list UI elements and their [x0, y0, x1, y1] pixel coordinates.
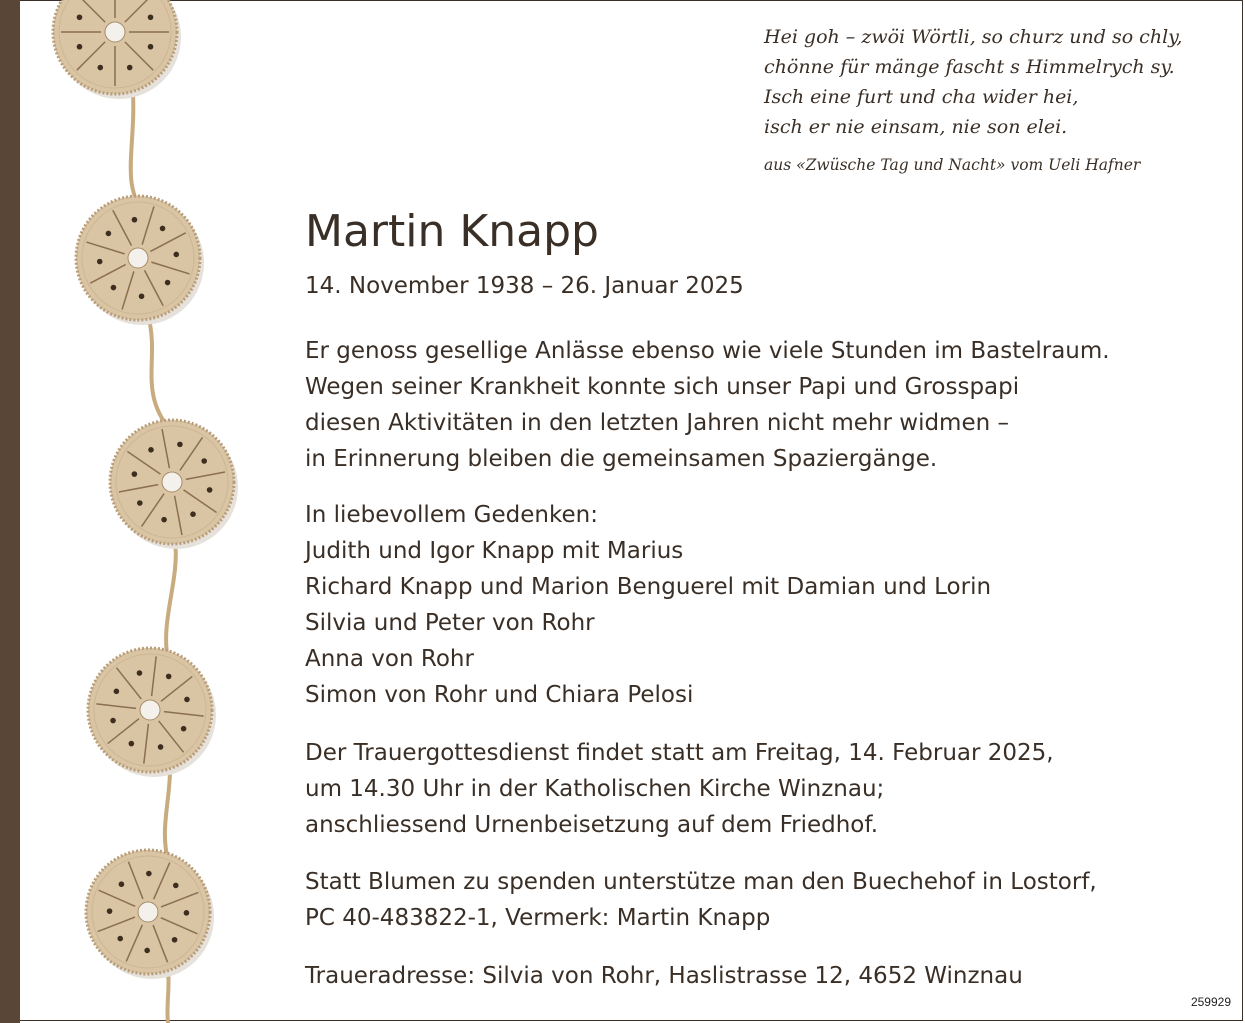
wooden-disc [76, 196, 204, 325]
service-info [305, 735, 1054, 843]
tribute-line: Er genoss gesellige Anlässe ebenso wie viele Stunden im Bastelraum. [305, 338, 1110, 364]
wooden-disc [110, 420, 238, 549]
sidebar-stripe [0, 0, 20, 1023]
service-line: Der Trauergottesdienst findet statt am Freitag, 14. Februar 2025, [305, 740, 1054, 766]
tribute-text [305, 333, 1110, 477]
mourner-name: Anna von Rohr [305, 646, 474, 672]
ad-number: 259929 [1190, 995, 1231, 1009]
mourners-list [305, 497, 991, 713]
wooden-disc [88, 648, 216, 777]
address-line: Traueradresse: Silvia von Rohr, Haslistrasse 12, 4652 Winznau [305, 963, 1023, 989]
poem-line: Hei goh – zwöi Wörtli, so churz und so chly, [764, 26, 1183, 48]
mourners-heading: In liebevollem Gedenken: [305, 502, 598, 528]
donation-info [305, 864, 1097, 936]
mourner-name: Richard Knapp und Marion Benguerel mit Damian und Lorin [305, 574, 992, 600]
wooden-disc [53, 0, 181, 99]
mourning-address [305, 958, 1023, 994]
wooden-discs-garland [20, 0, 260, 1023]
poem-line: isch er nie einsam, nie son elei. [764, 116, 1068, 138]
wooden-disc [86, 850, 214, 979]
poem-line: Isch eine furt und cha wider hei, [764, 86, 1079, 108]
life-dates: 14. November 1938 – 26. Januar 2025 [305, 273, 744, 299]
mourner-name: Simon von Rohr und Chiara Pelosi [305, 682, 694, 708]
tribute-line: in Erinnerung bleiben die gemeinsamen Spaziergänge. [305, 446, 938, 472]
tribute-line: Wegen seiner Krankheit konnte sich unser Papi und Grosspapi [305, 374, 1020, 400]
mourner-name: Judith und Igor Knapp mit Marius [305, 538, 684, 564]
poem [764, 22, 1224, 180]
donation-line: Statt Blumen zu spenden unterstütze man den Buechehof in Lostorf, [305, 869, 1097, 895]
service-line: anschliessend Urnenbeisetzung auf dem Friedhof. [305, 812, 879, 838]
tribute-line: diesen Aktivitäten in den letzten Jahren nicht mehr widmen – [305, 410, 1010, 436]
service-line: um 14.30 Uhr in der Katholischen Kirche Winznau; [305, 776, 885, 802]
poem-source: aus «Zwüsche Tag und Nacht» vom Ueli Hafner [764, 156, 1141, 174]
mourner-name: Silvia und Peter von Rohr [305, 610, 595, 636]
deceased-name: Martin Knapp [305, 206, 599, 257]
donation-line: PC 40-483822-1, Vermerk: Martin Knapp [305, 905, 771, 931]
poem-line: chönne für mänge fascht s Himmelrych sy. [764, 56, 1175, 78]
